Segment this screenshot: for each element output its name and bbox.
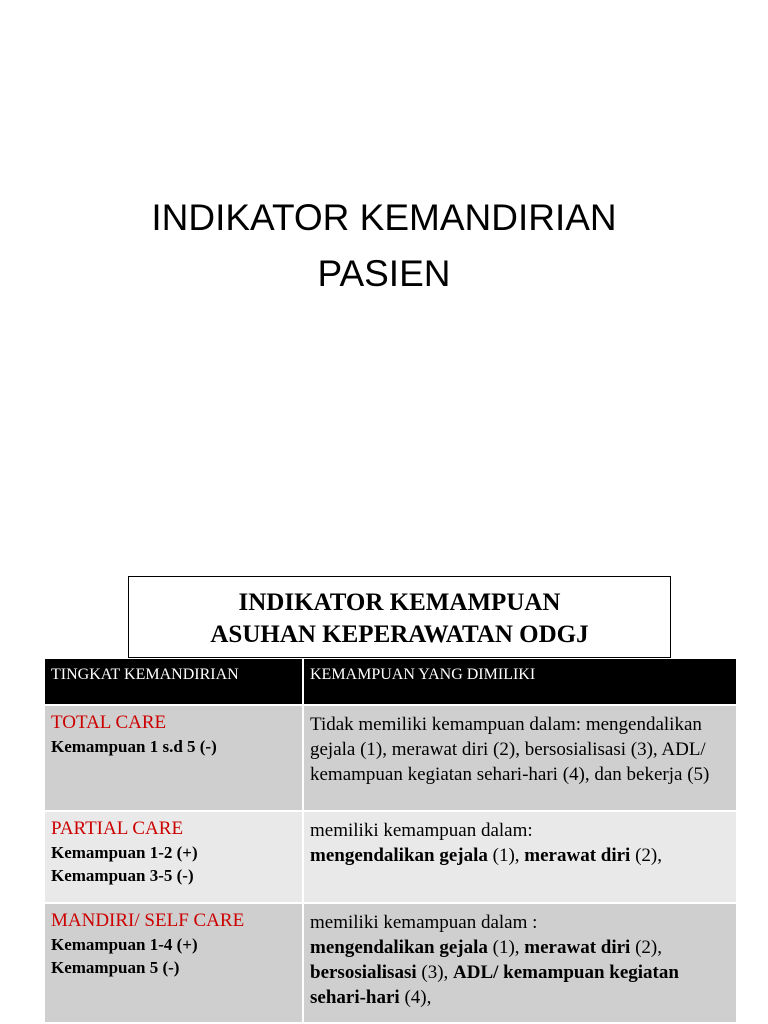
description-cell [303, 903, 737, 1023]
table-row-total-care [45, 705, 737, 811]
level-cell [45, 811, 303, 903]
indicator-table [45, 659, 738, 1024]
criteria-text: Kemampuan 5 (-) [51, 958, 180, 977]
header-kemampuan-yang-dimiliki: KEMAMPUAN YANG DIMILIKI [303, 659, 737, 705]
criteria-text: Kemampuan 1-2 (+) [51, 843, 198, 862]
description-cell [303, 811, 737, 903]
description-text: Tidak memiliki kemampuan dalam: mengendalikan gejala (1), merawat diri (2), bersosialisasi (3), ADL/ kemampuan kegiatan sehari-hari (4), dan bekerja (5) [310, 714, 710, 785]
ability-number: (1), [487, 937, 525, 958]
criteria-text: Kemampuan 1-4 (+) [51, 935, 198, 954]
ability-number: (2), [630, 937, 662, 958]
slide-title-line-1: INDIKATOR KEMANDIRIAN [151, 197, 617, 238]
description-cell [303, 705, 737, 811]
table-row-partial-care [45, 811, 737, 903]
level-cell [45, 705, 303, 811]
ability-item: ADL/ kemampuan kegiatan sehari-hari [310, 962, 679, 1008]
ability-item: merawat diri [524, 937, 631, 958]
description-intro: memiliki kemampuan dalam : [310, 912, 538, 933]
table-row-self-care [45, 903, 737, 1023]
ability-item: mengendalikan gejala [310, 937, 488, 958]
ability-item: merawat diri [524, 845, 631, 866]
ability-item: bersosialisasi [310, 962, 417, 983]
level-name: TOTAL CARE [51, 712, 167, 733]
table-caption-line-1: INDIKATOR KEMAMPUAN [238, 589, 561, 616]
ability-number: (2), [630, 845, 662, 866]
level-cell [45, 903, 303, 1023]
description-intro: memiliki kemampuan dalam: [310, 820, 533, 841]
ability-number: (3), [416, 962, 454, 983]
criteria-text: Kemampuan 1 s.d 5 (-) [51, 737, 217, 756]
ability-number: (4), [399, 987, 432, 1008]
criteria-text: Kemampuan 3-5 (-) [51, 866, 194, 885]
ability-number: (1), [487, 845, 525, 866]
table-header-row [45, 659, 737, 705]
table-caption-line-2: ASUHAN KEPERAWATAN ODGJ [210, 621, 589, 648]
level-name: PARTIAL CARE [51, 818, 184, 839]
header-tingkat-kemandirian: TINGKAT KEMANDIRIAN [45, 659, 303, 705]
table-caption-box [128, 576, 671, 658]
slide-title-line-2: PASIEN [317, 253, 451, 294]
slide-title [0, 190, 768, 302]
ability-item: mengendalikan gejala [310, 845, 488, 866]
level-name: MANDIRI/ SELF CARE [51, 910, 245, 931]
